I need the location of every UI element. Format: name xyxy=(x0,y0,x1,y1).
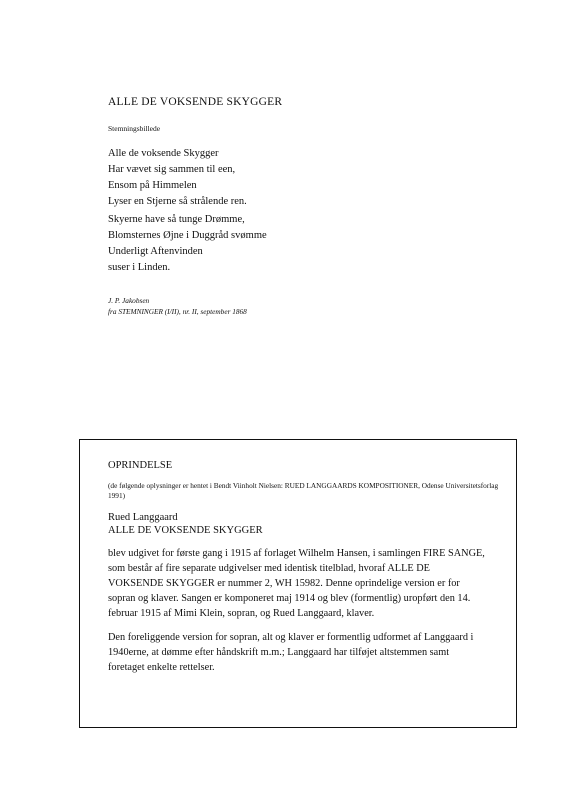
source-note: (de følgende oplysninger er hentet i Bendt Viinholt Nielsen: RUED LANGGAARDS KOMPOSITIONER, Odense Universitetsforlag 1991) xyxy=(108,481,499,500)
poet-name: J. P. Jakobsen xyxy=(108,296,150,305)
paragraph-line: foretaget enkelte rettelser. xyxy=(108,662,215,673)
paragraph-line: februar 1915 af Mimi Klein, sopran, og Rued Langgaard, klaver. xyxy=(108,608,375,619)
poem-stanza-1 xyxy=(108,146,247,210)
composer-name: Rued Langgaard xyxy=(108,512,178,523)
poem-source: fra STEMNINGER (I/II), nr. II, september 1868 xyxy=(108,307,247,316)
origin-box xyxy=(79,439,517,728)
work-title: ALLE DE VOKSENDE SKYGGER xyxy=(108,525,263,536)
poem-line: Ensom på Himmelen xyxy=(108,180,197,191)
poem-stanza-2 xyxy=(108,212,267,276)
poem-subtitle: Stemningsbillede xyxy=(108,124,161,133)
poem-line: Blomsternes Øjne i Duggråd svømme xyxy=(108,230,267,241)
composer-block xyxy=(108,511,504,537)
poem-line: suser i Linden. xyxy=(108,262,171,273)
origin-heading: OPRINDELSE xyxy=(108,460,173,471)
poem-line: Lyser en Stjerne så strålende ren. xyxy=(108,196,247,207)
paragraph-line: 1940erne, at dømme efter håndskrift m.m.; Langgaard har tilføjet altstemmen samt xyxy=(108,647,450,658)
poem-line: Skyerne have så tunge Drømme, xyxy=(108,214,245,225)
poem-line: Alle de voksende Skygger xyxy=(108,148,219,159)
poem-line: Underligt Aftenvinden xyxy=(108,246,203,257)
origin-content xyxy=(108,460,504,675)
paragraph-line: VOKSENDE SKYGGER er nummer 2, WH 15982. Denne oprindelige version er for xyxy=(108,578,460,589)
poem-title: ALLE DE VOKSENDE SKYGGER xyxy=(108,96,283,108)
origin-paragraph-1 xyxy=(108,546,504,621)
paragraph-line: blev udgivet for første gang i 1915 af forlaget Wilhelm Hansen, i samlingen FIRE SANGE, xyxy=(108,548,485,559)
origin-paragraph-2 xyxy=(108,630,504,675)
poem-credit xyxy=(108,295,247,317)
paragraph-line: sopran og klaver. Sangen er komponeret maj 1914 og blev (formentlig) uropført den 14. xyxy=(108,593,471,604)
poem-line: Har vævet sig sammen til een, xyxy=(108,164,236,175)
paragraph-line: som består af fire separate udgivelser med identisk titelblad, hvoraf ALLE DE xyxy=(108,563,430,574)
paragraph-line: Den foreliggende version for sopran, alt og klaver er formentlig udformet af Langgaard i xyxy=(108,632,474,643)
